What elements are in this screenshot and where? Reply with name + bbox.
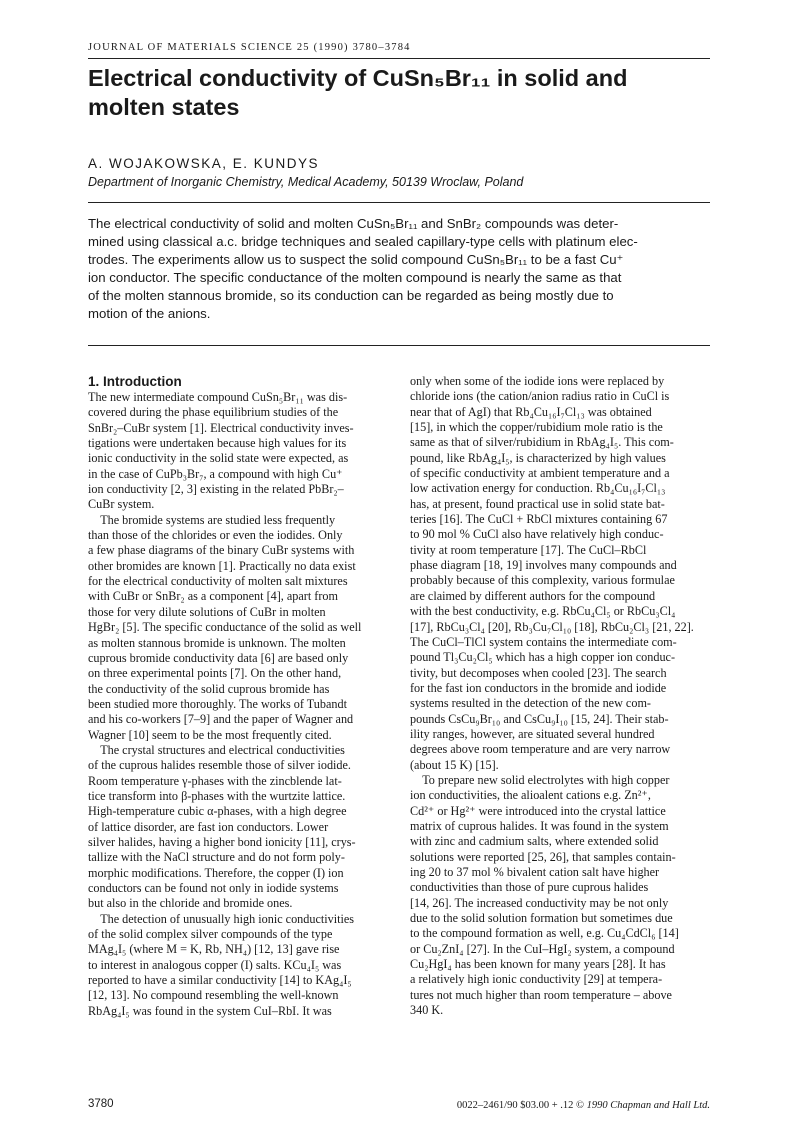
body-text-line: ion conductivity [2, 3] existing in the related PbBr₂–	[88, 482, 344, 497]
body-text-line: reported to have a similar conductivity [14] to KAg₄I₅	[88, 973, 352, 988]
body-text-line: covered during the phase equilibrium studies of the	[88, 405, 339, 420]
body-text-line: other bromides are known [1]. Practically no data exist	[88, 558, 356, 573]
body-text-line: 340 K.	[410, 1003, 444, 1018]
body-text-line: pound Tl₃Cu₂Cl₅ which has a high copper ion conduc-	[410, 650, 676, 665]
body-text-line: The crystal structures and electrical conductivities	[88, 742, 345, 757]
body-text-line: Room temperature γ-phases with the zincblende lat-	[88, 773, 342, 788]
body-text-line: conductors can be found not only in iodide systems	[88, 881, 339, 895]
abstract-top-rule	[88, 202, 710, 203]
affiliation: Department of Inorganic Chemistry, Medical Academy, 50139 Wroclaw, Poland	[88, 175, 524, 189]
abstract-bottom-rule	[88, 345, 710, 346]
body-text-line: CuBr system.	[88, 497, 155, 512]
body-text-line: tivity, but decomposes when cooled [23]. The search	[410, 665, 667, 680]
body-text-line: Cd²⁺ or Hg²⁺ were introduced into the crystal lattice	[410, 803, 666, 818]
body-text-line: near that of AgI) that Rb₄Cu₁₆I₇Cl₁₃ was obtained	[410, 404, 652, 419]
abstract	[88, 215, 716, 323]
body-text-line: tivity at room temperature [17]. The CuCl–RbCl	[410, 542, 647, 557]
body-text-line: for the fast ion conductors in the bromide and iodide	[410, 680, 667, 695]
body-text-line: conductivities than those of pure cuprous halides	[410, 880, 649, 895]
body-text-line: ion conductivities, the alioalent cations e.g. Zn²⁺,	[410, 788, 651, 803]
body-text-line: To prepare new solid electrolytes with high copper	[410, 772, 670, 787]
body-text-line: same as that of silver/rubidium in RbAg₄I₅. This com-	[410, 435, 674, 450]
body-text-line: with CuBr or SnBr₂ as a component [4], apart from	[88, 589, 338, 604]
body-text-line: and his co-workers [7–9] and the paper of Wagner and	[88, 712, 354, 727]
abstract-line: of the molten stannous bromide, so its conduction can be regarded as being mostly due to	[88, 288, 614, 303]
body-text-line: systems resulted in the detection of the new com-	[410, 696, 651, 711]
body-text-line: chloride ions (the cation/anion radius ratio in CuCl is	[410, 389, 670, 404]
body-text-line: than those of the chlorides or even the iodides. Only	[88, 528, 343, 543]
body-text-line: MAg₄I₅ (where M = K, Rb, NH₄) [12, 13] gave rise	[88, 942, 340, 957]
body-text-line: tice transform into β-phases with the wurtzite lattice.	[88, 788, 346, 803]
body-text-line: [12, 13]. No compound resembling the well-known	[88, 988, 339, 1003]
body-text-line: in the case of CuPb₃Br₇, a compound with high Cu⁺	[88, 466, 343, 481]
body-text-line: of the cuprous halides resemble those of silver iodide.	[88, 758, 351, 773]
body-text-line: of the solid complex silver compounds of the type	[88, 927, 333, 942]
body-text-line: The CuCl–TlCl system contains the intermediate com-	[410, 634, 677, 649]
body-text-line: to 90 mol % CuCl also have relatively high conduc-	[410, 527, 664, 542]
body-text-line: are claimed by different authors for the compound	[410, 588, 656, 603]
body-text-line: silver halides, having a higher bond ionicity [11], crys-	[88, 834, 356, 849]
body-text-line: only when some of the iodide ions were replaced by	[410, 374, 665, 388]
body-text-line: been studied more thoroughly. The works of Tubandt	[88, 696, 347, 711]
body-text-line: [17], RbCu₃Cl₄ [20], Rb₃Cu₇Cl₁₀ [18], RbCu₂Cl₃ [21, 22].	[410, 619, 694, 634]
body-text-line: to interest in analogous copper (I) salts. KCu₄I₅ was	[88, 957, 342, 972]
body-text-line: as molten stannous bromide is unknown. The molten	[88, 635, 346, 650]
body-text-line: ing 20 to 37 mol % bivalent cation salt have higher	[410, 865, 660, 879]
copyright-line	[457, 1100, 710, 1111]
abstract-line: ion conductor. The specific conductance of the molten compound is nearly the same as that	[88, 270, 622, 285]
body-text-line: Wagner [10] seem to be the most frequently cited.	[88, 727, 332, 742]
body-text-line: Cu₂HgI₄ has been known for many years [28]. It has	[410, 957, 666, 972]
page-number: 3780	[88, 1098, 114, 1110]
body-text-line: teries [16]. The CuCl + RbCl mixtures containing 67	[410, 512, 668, 527]
body-text-line: [15], in which the copper/rubidium mole ratio is the	[410, 420, 663, 435]
body-text-line: tigations were undertaken because high values for its	[88, 436, 347, 451]
body-text-line: a relatively high ionic conductivity [29] at tempera-	[410, 972, 663, 987]
body-text-line: pound, like RbAg₄I₅, is characterized by high values	[410, 450, 666, 465]
header-rule	[88, 58, 710, 59]
body-text-line: low activation energy for conduction. Rb₄Cu₁₆I₇Cl₁₃	[410, 481, 666, 496]
body-text-line: to the compound formation as well, e.g. Cu₄CdCl₆ [14]	[410, 926, 679, 941]
body-text-line: solutions were reported [25, 26], that samples contain-	[410, 849, 676, 864]
body-text-line: ility ranges, however, are situated several hundred	[410, 726, 655, 741]
body-text-line: ionic conductivity in the solid state were expected, as	[88, 451, 349, 466]
body-text-line: tallize with the NaCl structure and do not form poly-	[88, 850, 345, 865]
body-text-line: the conductivity of the solid cuprous bromide has	[88, 681, 330, 696]
body-text-line: RbAg₄I₅ was found in the system CuI–RbI. It was	[88, 1003, 332, 1018]
body-text-line: High-temperature cubic α-phases, with a high degree	[88, 804, 347, 819]
body-text-line: due to the solid solution formation but sometimes due	[410, 911, 673, 926]
section-heading-introduction: 1. Introduction	[88, 374, 182, 389]
title-line-2: molten states	[88, 94, 240, 120]
body-text-line: of lattice disorder, are fast ion conductors. Lower	[88, 819, 329, 834]
abstract-line: motion of the anions.	[88, 306, 211, 321]
abstract-line: The electrical conductivity of solid and molten CuSn₅Br₁₁ and SnBr₂ compounds was deter-	[88, 216, 619, 231]
body-text-line: The new intermediate compound CuSn₅Br₁₁ was dis-	[88, 390, 348, 404]
body-text-line: The detection of unusually high ionic conductivities	[88, 911, 355, 926]
body-text-line: on three experimental points [7]. On the other hand,	[88, 666, 342, 681]
body-text-line: has, at present, found practical use in solid state bat-	[410, 496, 665, 511]
copyright-code: 0022–2461/90 $03.00 + .12 ©	[456, 1100, 587, 1111]
body-text-line: for the electrical conductivity of molten salt mixtures	[88, 574, 348, 589]
body-text-line: HgBr₂ [5]. The specific conductance of the solid as well	[88, 620, 362, 635]
publisher: 1990 Chapman and Hall Ltd.	[586, 1100, 710, 1111]
authors: A. WOJAKOWSKA, E. KUNDYS	[88, 156, 320, 171]
abstract-line: trodes. The experiments allow us to suspect the solid compound CuSn₅Br₁₁ to be a fast Cu⁺	[88, 252, 624, 267]
body-text-line: those for very dilute solutions of CuBr in molten	[88, 604, 326, 619]
body-column-right	[410, 374, 726, 1018]
body-text-line: [14, 26]. The increased conductivity may be not only	[410, 895, 669, 910]
body-text-line: (about 15 K) [15].	[410, 757, 499, 772]
body-text-line: probably because of this complexity, various formulae	[410, 573, 675, 588]
body-text-line: or Cu₂ZnI₄ [27]. In the CuI–HgI₂ system, a compound	[410, 941, 675, 956]
body-text-line: but also in the chloride and bromide ones.	[88, 896, 293, 911]
body-text-line: The bromide systems are studied less frequently	[88, 512, 336, 527]
body-text-line: cuprous bromide conductivity data [6] are based only	[88, 650, 349, 665]
body-text-line: with zinc and cadmium salts, where extended solid	[410, 834, 659, 849]
body-text-line: morphic modifications. Therefore, the copper (I) ion	[88, 865, 344, 880]
body-text-line: phase diagram [18, 19] involves many compounds and	[410, 558, 677, 573]
body-text-line: of specific conductivity at ambient temperature and a	[410, 466, 670, 481]
body-column-left	[88, 374, 404, 1019]
abstract-line: mined using classical a.c. bridge techniques and sealed capillary-type cells with platinum elec-	[88, 234, 638, 249]
body-text-line: matrix of cuprous halides. It was found in the system	[410, 818, 669, 833]
article-title	[88, 64, 710, 122]
body-text-line: pounds CsCu₉Br₁₀ and CsCu₉I₁₀ [15, 24]. Their stab-	[410, 711, 669, 726]
title-line-1: Electrical conductivity of CuSn₅Br₁₁ in solid and	[88, 65, 628, 91]
body-text-line: with the best conductivity, e.g. RbCu₄Cl₅ or RbCu₃Cl₄	[410, 604, 676, 619]
body-text-line: SnBr₂–CuBr system [1]. Electrical conductivity inves-	[88, 420, 354, 435]
journal-header: JOURNAL OF MATERIALS SCIENCE 25 (1990) 3780–3784	[88, 42, 411, 53]
body-text-line: degrees above room temperature and are very narrow	[410, 742, 671, 757]
body-text-line: a few phase diagrams of the binary CuBr systems with	[88, 543, 355, 558]
body-text-line: tures not much higher than room temperature – above	[410, 987, 672, 1002]
